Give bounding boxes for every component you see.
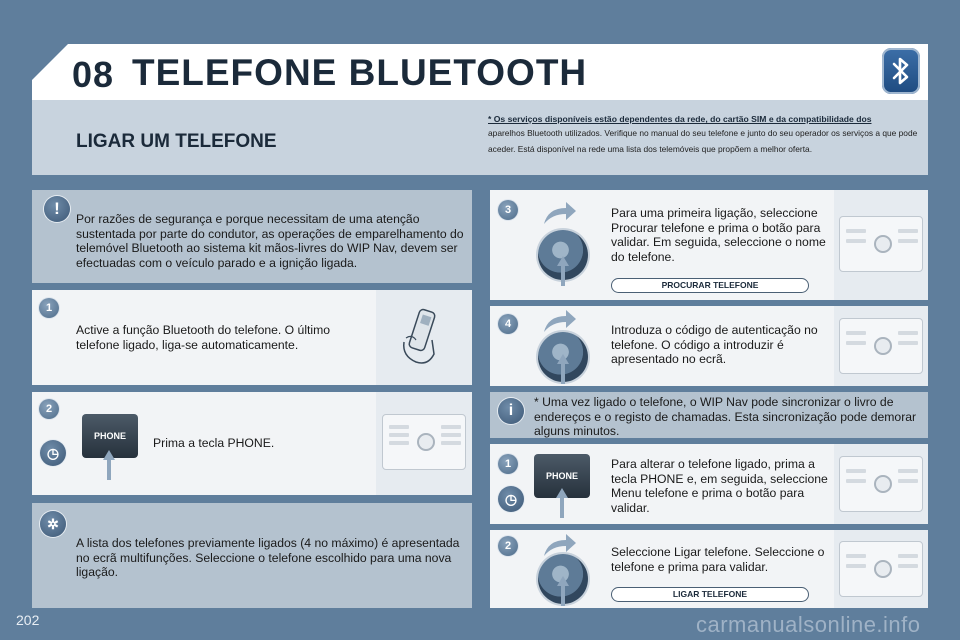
light-bulb-icon: ✲: [40, 511, 66, 537]
radio-illustration: [834, 444, 928, 524]
step-1-panel: [32, 290, 472, 385]
press-arrow-icon: [557, 576, 569, 606]
step-4-text: Introduza o código de autenticação no telefone. O código a introduzir é apresentado no ecrã.: [611, 323, 818, 367]
radio-illustration: [376, 392, 472, 495]
warning-text: Por razões de segurança e porque necessitam de uma atenção sustentada por parte do condutor, as operações de emparelhamento do telemóvel Bluetooth ao sistema kit mãos-livres do WIP Nav, devem ser efectuadas com o veículo parado e a ignição ligada.: [76, 212, 464, 270]
clock-icon: ◷: [498, 486, 524, 512]
step-number: 1: [39, 298, 59, 318]
radio-illustration: [834, 530, 928, 608]
radio-unit-icon: [839, 216, 923, 272]
step-2-text: Prima a tecla PHONE.: [153, 436, 275, 450]
page-number: 202: [16, 612, 40, 628]
radio-unit-icon: [839, 541, 923, 597]
hand-phone-icon: [376, 290, 472, 385]
change-phone-step-2-text: Seleccione Ligar telefone. Seleccione o telefone e prima para validar.: [611, 545, 825, 574]
step-3-panel: [490, 190, 928, 300]
availability-note-heading: * Os serviços disponíveis estão dependentes da rede, do cartão SIM e da compatibilidade dos: [488, 114, 872, 124]
rotate-arrow-icon: [542, 308, 578, 334]
info-panel: [490, 392, 928, 438]
page-title: TELEFONE BLUETOOTH: [132, 52, 588, 93]
bluetooth-icon: [882, 48, 920, 94]
step-number: 2: [39, 399, 59, 419]
radio-unit-icon: [839, 318, 923, 374]
rotate-arrow-icon: [542, 200, 578, 226]
menu-label-search-phone: PROCURAR TELEFONE: [611, 278, 809, 293]
up-arrow-icon: [556, 488, 568, 518]
change-phone-step-2-panel: [490, 530, 928, 608]
watermark: carmanualsonline.info: [696, 612, 921, 637]
info-icon: i: [498, 398, 524, 424]
phone-key: PHONE: [534, 454, 590, 498]
change-phone-step-1-panel: [490, 444, 928, 524]
phone-key: PHONE: [82, 414, 138, 458]
phone-illustration: [376, 290, 472, 385]
step-number: 4: [498, 314, 518, 334]
up-arrow-icon: [103, 450, 115, 480]
step-2-panel: [32, 392, 472, 495]
step-number: 2: [498, 536, 518, 556]
clock-icon: ◷: [40, 440, 66, 466]
info-text: * Uma vez ligado o telefone, o WIP Nav pode sincronizar o livro de endereços e o registo de chamadas. Esta sincronização pode demorar alguns minutos.: [534, 395, 917, 439]
step-1-text: Active a função Bluetooth do telefone. O último telefone ligado, liga-se automaticamente.: [76, 323, 331, 352]
step-number: 3: [498, 200, 518, 220]
press-arrow-icon: [557, 256, 569, 286]
menu-label-connect-phone: LIGAR TELEFONE: [611, 587, 809, 602]
radio-unit-icon: [839, 456, 923, 512]
warning-icon: !: [44, 196, 70, 222]
tip-panel: [32, 503, 472, 608]
availability-note-text: aparelhos Bluetooth utilizados. Verifique no manual do seu telefone e junto do seu operador os serviços a que pode aceder. Está disponível na rede uma lista dos telemóveis que propõem a melhor oferta.: [488, 128, 918, 154]
step-4-panel: [490, 306, 928, 386]
warning-panel: [32, 190, 472, 283]
section-title: LIGAR UM TELEFONE: [76, 131, 277, 152]
step-number: 1: [498, 454, 518, 474]
chapter-number: 08: [72, 54, 115, 95]
radio-unit-icon: [382, 414, 466, 470]
radio-illustration: [834, 306, 928, 386]
press-arrow-icon: [557, 354, 569, 384]
tip-text: A lista dos telefones previamente ligados (4 no máximo) é apresentada no ecrã multifunções. Seleccione o telefone escolhido para uma nova ligação.: [76, 536, 460, 580]
change-phone-step-1-text: Para alterar o telefone ligado, prima a tecla PHONE e, em seguida, seleccione Menu telefone e prima o botão para validar.: [611, 457, 828, 515]
step-3-text: Para uma primeira ligação, seleccione Procurar telefone e prima o botão para validar. Em seguida, seleccione o nome do telefone.: [611, 206, 826, 264]
radio-illustration: [834, 190, 928, 300]
